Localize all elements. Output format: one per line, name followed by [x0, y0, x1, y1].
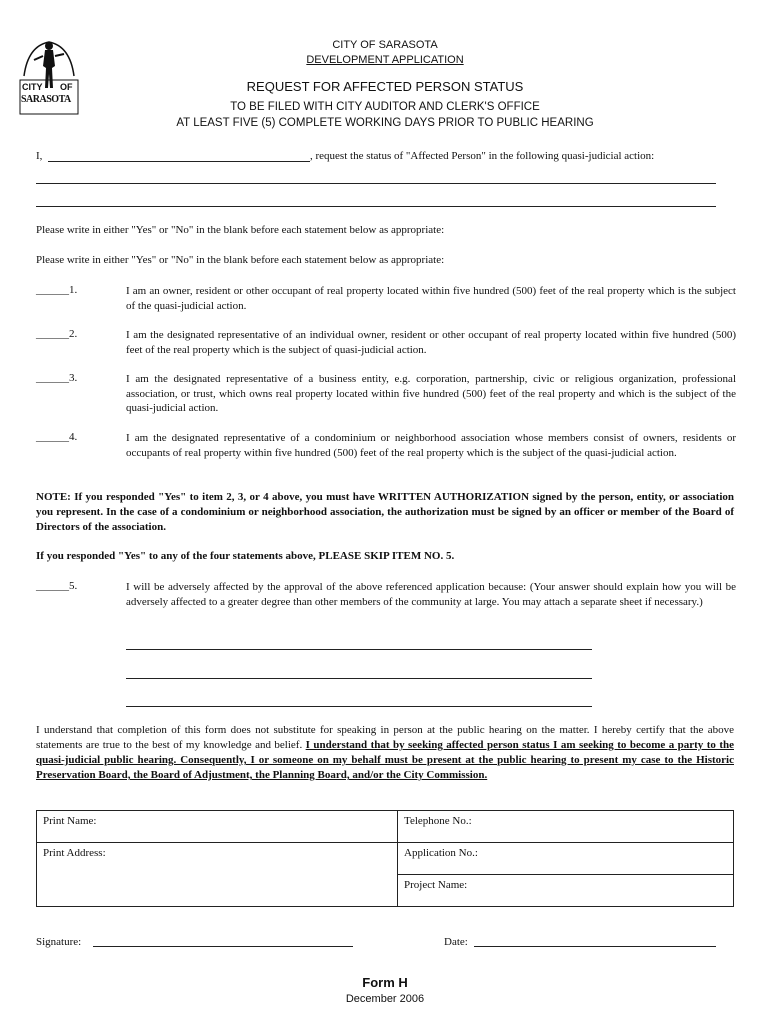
print-address-label: Print Address: [43, 847, 106, 859]
filing-instruction-1: TO BE FILED WITH CITY AUDITOR AND CLERK'S OFFICE [230, 101, 540, 113]
application-number-field[interactable] [398, 843, 734, 875]
instruction-1: Please write in either "Yes" or "No" in the blank before each statement below as appropriate: [36, 224, 445, 236]
telephone-field[interactable] [398, 811, 734, 843]
form-id: Form H [362, 975, 408, 990]
action-blank-2[interactable] [36, 206, 716, 207]
department-name: DEVELOPMENT APPLICATION [306, 54, 464, 66]
explanation-line-3[interactable] [126, 706, 592, 707]
logo-text-of: OF [60, 82, 73, 92]
answer-blank-2[interactable]: ______2. [36, 328, 78, 340]
explanation-line-1[interactable] [126, 649, 592, 650]
certification-plain: I understand that completion of this form does not substitute for speaking in person at the public hearing on the matter. I hereby certify that the above statements are true to the best of my knowledge and belief. [36, 724, 734, 751]
telephone-label: Telephone No.: [404, 815, 472, 827]
print-address-field[interactable] [37, 843, 398, 907]
form-title: REQUEST FOR AFFECTED PERSON STATUS [246, 79, 524, 94]
instruction-2: Please write in either "Yes" or "No" in the blank before each statement below as appropriate: [36, 254, 445, 266]
print-name-label: Print Name: [43, 815, 97, 827]
city-name: CITY OF SARASOTA [332, 39, 438, 51]
statement-text: I will be adversely affected by the approval of the above referenced application because: (Your answer should explain how you will be adversely affected to a greater degree than other members of the community at large. You may attach a separate sheet if necessary.) [126, 581, 736, 608]
applicant-info-table [36, 810, 734, 907]
explanation-line-2[interactable] [126, 678, 592, 679]
intro-suffix: , request the status of "Affected Person" in the following quasi-judicial action: [310, 150, 655, 162]
project-name-field[interactable] [398, 875, 734, 907]
print-name-field[interactable] [37, 811, 398, 843]
project-name-label: Project Name: [404, 879, 468, 891]
signature-line[interactable] [93, 946, 353, 947]
intro-prefix: I, [36, 150, 43, 162]
skip-instruction: If you responded "Yes" to any of the four statements above, PLEASE SKIP ITEM NO. 5. [36, 550, 455, 562]
name-blank[interactable] [48, 161, 310, 162]
logo-text-sarasota: SARASOTA [21, 94, 71, 105]
signature-label: Signature: [36, 936, 82, 948]
answer-blank-3[interactable]: ______3. [36, 372, 78, 384]
answer-blank-1[interactable]: ______1. [36, 284, 78, 296]
statement-text: I am the designated representative of a condominium or neighborhood association whose members consist of owners, residents or occupants of real property within five hundred (500) feet of the real property which is the subject of the quasi-judicial action. [126, 432, 736, 459]
certification-text [36, 723, 734, 783]
action-blank-1[interactable] [36, 183, 716, 184]
date-line[interactable] [474, 946, 716, 947]
form-date: December 2006 [345, 993, 425, 1005]
statement-text: I am the designated representative of a business entity, e.g. corporation, partnership, civic or religious organization, professional association, or trust, which owns real property located within five hundred (500) feet of the real property and which is the subject of the quasi-judicial action. [126, 373, 736, 414]
application-number-label: Application No.: [404, 847, 478, 859]
statement-text: I am the designated representative of an individual owner, resident or other occupant of real property located within five hundred (500) feet of the real property which is the subject of quasi-judicial action. [126, 329, 736, 356]
logo-text-city: CITY [22, 82, 43, 92]
filing-instruction-2: AT LEAST FIVE (5) COMPLETE WORKING DAYS PRIOR TO PUBLIC HEARING [176, 117, 594, 129]
authorization-note: NOTE: If you responded "Yes" to item 2, 3, or 4 above, you must have WRITTEN AUTHORIZATION signed by the person, entity, or association you represent. In the case of a condominium or neighborhood association, the authorization must be signed by an officer or member of the Board of Directors of the association. [36, 491, 734, 533]
statement-text: I am an owner, resident or other occupant of real property located within five hundred (500) feet of the real property which is the subject of the quasi-judicial action. [126, 285, 736, 312]
answer-blank-4[interactable]: ______4. [36, 431, 78, 443]
certification-bold: I understand that by seeking affected person status I am seeking to become a party to the quasi-judicial public hearing. Consequently, I or someone on my behalf must be present at the public hearing to present my case to the Historic Preservation Board, the Board of Adjustment, the Planning Board, and/or the City Commission. [36, 739, 734, 781]
answer-blank-5[interactable]: ______5. [36, 580, 78, 592]
date-label: Date: [444, 936, 468, 948]
